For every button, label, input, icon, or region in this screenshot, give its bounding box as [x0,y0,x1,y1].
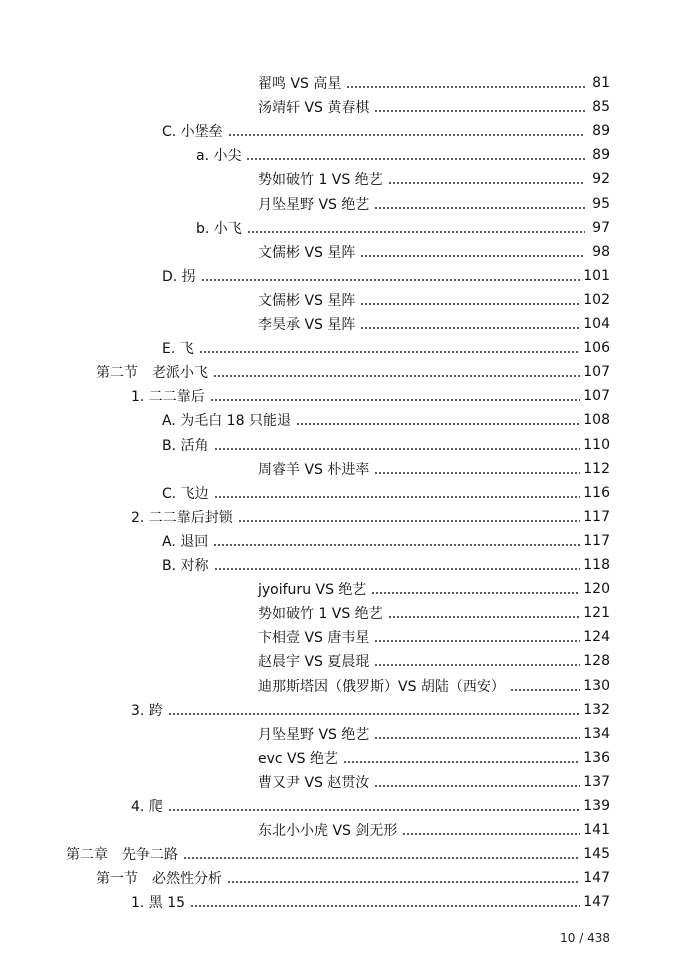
dot-leader [374,640,580,642]
toc-entry-page-number: 98 [592,243,610,260]
dot-leader [199,351,581,353]
dot-leader [183,857,580,859]
toc-entry-label: 4. 爬 [131,799,163,815]
dot-leader [374,785,580,787]
dot-leader [214,568,581,570]
dot-leader [238,520,580,522]
toc-entry-page-number: 81 [592,75,610,91]
toc-entry[interactable] [131,698,610,722]
toc-entry[interactable] [162,119,610,143]
toc-entry-page-number: 141 [583,822,610,839]
toc-entry[interactable] [131,794,610,818]
toc-entry-label: D. 拐 [162,268,196,285]
toc-entry[interactable] [258,601,610,625]
toc-entry-page-number: 121 [583,605,610,622]
dot-leader [201,279,581,281]
toc-entry-label: 文儒彬 VS 星阵 [258,244,356,261]
dot-leader [247,231,585,233]
toc-entry-label: b. 小飞 [196,220,242,237]
dot-leader [246,158,585,160]
toc-entry-page-number: 137 [583,773,610,790]
page-number-footer: 10 / 438 [560,931,610,945]
toc-entry[interactable] [258,192,610,216]
toc-entry-page-number: 116 [583,484,610,501]
toc-entry[interactable] [131,384,610,408]
toc-entry-label: C. 小堡垒 [162,124,223,141]
toc-entry-page-number: 130 [583,677,610,694]
toc-entry-label: 第一节 必然性分析 [96,871,222,888]
toc-entry-label: 迪那斯塔因（俄罗斯）VS 胡陆（西安） [258,678,505,695]
dot-leader [388,182,585,184]
toc-entry-label: 文儒彬 VS 星阵 [258,292,356,309]
dot-leader [374,472,580,474]
toc-entry[interactable] [258,71,610,95]
toc-entry-label: A. 为毛白 18 只能退 [162,413,291,430]
dot-leader [213,544,580,546]
dot-leader [190,905,580,907]
dot-leader [210,399,580,401]
toc-entry-page-number: 89 [592,147,610,164]
toc-entry-page-number: 89 [592,123,610,140]
toc-entry[interactable] [162,481,610,505]
toc-entry-page-number: 108 [583,412,610,429]
toc-entry[interactable] [162,408,610,432]
toc-entry[interactable] [258,625,610,649]
toc-entry[interactable] [258,95,610,119]
toc-entry-label: 第二节 老派小飞 [96,365,208,382]
toc-entry-page-number: 117 [583,508,610,525]
toc-entry-label: 月坠星野 VS 绝艺 [258,726,370,743]
toc-entry-label: 翟鸣 VS 高星 [258,76,342,92]
toc-entry-label: B. 活角 [162,437,209,454]
toc-entry-label: 东北小小虎 VS 剑无形 [258,823,398,840]
toc-entry[interactable] [66,842,610,866]
toc-entry[interactable] [162,433,610,457]
toc-entry[interactable] [196,216,610,240]
dot-leader [388,616,581,618]
dot-leader [360,255,585,257]
toc-entry[interactable] [96,360,610,384]
toc-entry-label: 卞相壹 VS 唐韦星 [258,630,370,647]
dot-leader [296,423,580,425]
toc-entry-page-number: 95 [592,195,610,212]
toc-entry[interactable] [258,770,610,794]
toc-entry[interactable] [131,505,610,529]
toc-entry[interactable] [258,312,610,336]
toc-entry-page-number: 97 [592,219,610,236]
dot-leader [371,592,580,594]
dot-leader [168,713,580,715]
toc-entry-page-number: 139 [583,798,610,814]
dot-leader [214,496,581,498]
toc-entry[interactable] [162,553,610,577]
dot-leader [346,86,585,88]
toc-entry[interactable] [258,577,610,601]
toc-entry-label: 汤靖轩 VS 黄春棋 [258,100,370,117]
toc-entry-page-number: 120 [583,581,610,598]
toc-entry-page-number: 136 [583,749,610,766]
toc-entry[interactable] [162,529,610,553]
toc-entry-page-number: 107 [583,364,610,381]
toc-entry-label: E. 飞 [162,341,194,358]
dot-leader [510,689,580,691]
toc-entry[interactable] [258,674,610,698]
toc-entry[interactable] [258,722,610,746]
dot-leader [360,303,580,305]
dot-leader [374,664,580,666]
toc-entry-page-number: 134 [583,725,610,742]
toc-entry-label: C. 飞边 [162,485,209,502]
toc-entry-label: 周睿羊 VS 朴进率 [258,461,370,478]
dot-leader [213,375,580,377]
toc-entry-page-number: 145 [583,846,610,863]
toc-entry-label: 1. 黑 15 [131,895,186,912]
dot-leader [228,134,585,136]
toc-entry-label: 第二章 先争二路 [66,847,178,864]
toc-entry-page-number: 92 [592,171,610,188]
toc-entry-label: 1. 二二靠后 [131,389,205,406]
dot-leader [374,737,580,739]
toc-entry[interactable] [258,240,610,264]
toc-entry-label: 李昊承 VS 星阵 [258,317,356,333]
toc-entry-label: jyoifuru VS 绝艺 [258,582,367,599]
toc-entry-label: 势如破竹 1 VS 绝艺 [258,606,383,623]
toc-entry[interactable] [258,288,610,312]
toc-entry[interactable] [96,866,610,890]
dot-leader [227,881,580,883]
dot-leader [374,207,585,209]
dot-leader [343,761,580,763]
toc-entry[interactable] [162,336,610,360]
dot-leader [374,110,585,112]
toc-entry[interactable] [258,818,610,842]
toc-entry-page-number: 147 [583,870,610,887]
dot-leader [168,809,580,811]
toc-entry-page-number: 85 [592,99,610,116]
toc-entry-page-number: 106 [583,340,610,357]
toc-entry-page-number: 112 [583,460,610,477]
toc-entry-label: 2. 二二靠后封锁 [131,509,233,526]
toc-entry-page-number: 101 [583,267,610,284]
toc-entry-label: 3. 跨 [131,702,163,719]
toc-entry-page-number: 102 [583,291,610,308]
toc-entry-page-number: 147 [583,894,610,911]
dot-leader [402,833,580,835]
toc-entry-page-number: 107 [583,388,610,405]
toc-entry-label: A. 退回 [162,533,209,550]
toc-entry-label: 赵晨宇 VS 夏晨琨 [258,654,370,671]
toc-entry-page-number: 124 [583,629,610,646]
toc-entry[interactable] [258,167,610,191]
toc-entry[interactable] [258,746,610,770]
toc-entry[interactable] [196,143,610,167]
toc-entry-label: 势如破竹 1 VS 绝艺 [258,172,383,189]
toc-entry[interactable] [131,890,610,914]
toc-entry-page-number: 128 [583,653,610,670]
toc-entry[interactable] [162,264,610,288]
dot-leader [360,327,580,329]
toc-entry-page-number: 117 [583,532,610,549]
toc-entry-label: 月坠星野 VS 绝艺 [258,196,370,213]
toc-entry[interactable] [258,457,610,481]
toc-entry-label: a. 小尖 [196,148,242,165]
toc-entry-page-number: 104 [583,316,610,332]
toc-entry-page-number: 118 [583,557,610,573]
toc-entry-label: B. 对称 [162,558,209,574]
toc-entry-page-number: 132 [583,701,610,718]
toc-entry[interactable] [258,649,610,673]
dot-leader [214,448,581,450]
toc-entry-label: 曹又尹 VS 赵贯汝 [258,774,370,791]
toc-entry-page-number: 110 [583,436,610,453]
toc-entry-label: evc VS 绝艺 [258,750,338,767]
